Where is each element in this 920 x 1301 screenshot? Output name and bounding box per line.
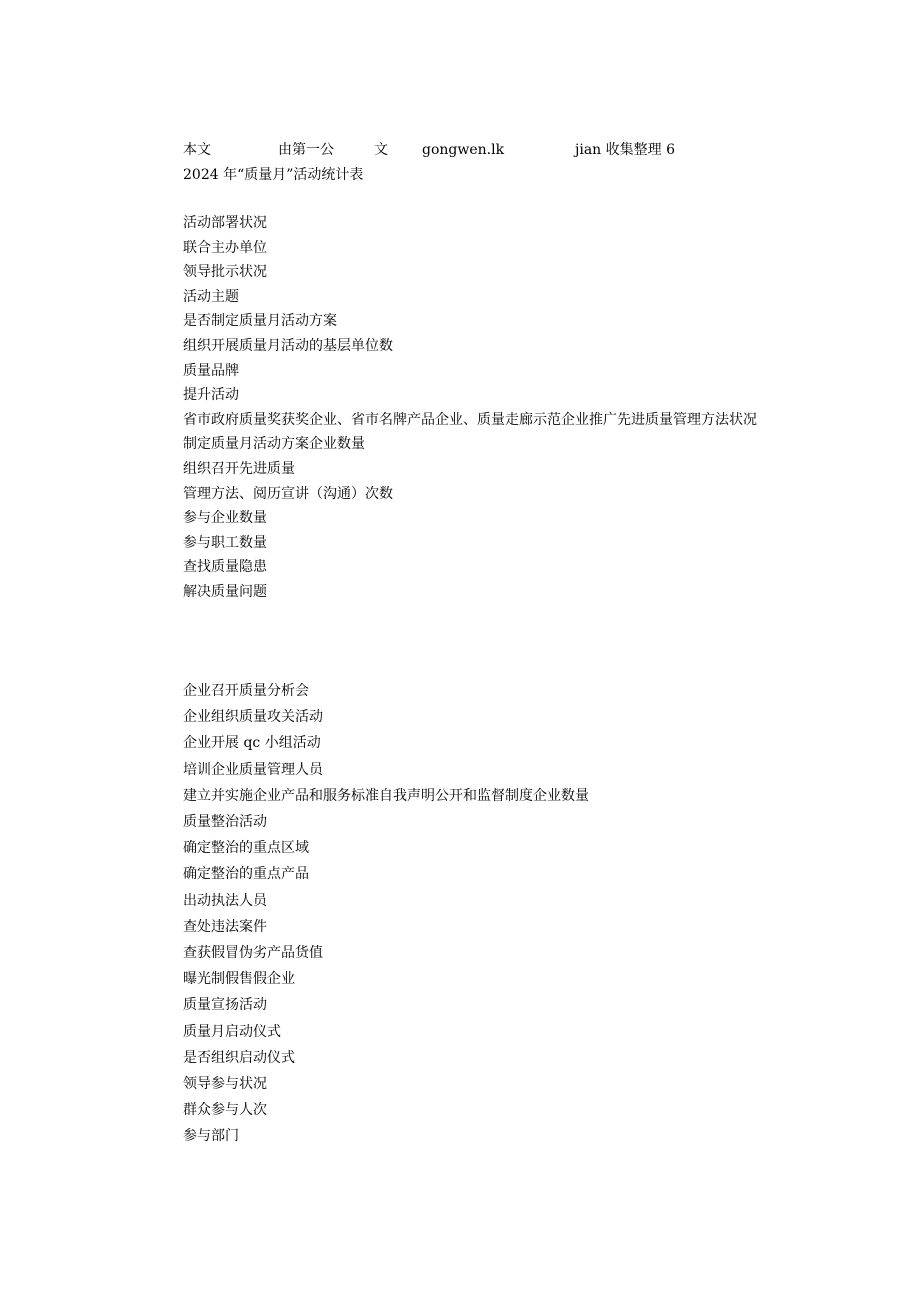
list-item: 查处违法案件 — [183, 918, 267, 935]
list-item: 查获假冒伪劣产品货值 — [183, 945, 323, 962]
list-item: 提升活动 — [183, 387, 239, 404]
list-item: 企业开展 qc 小组活动 — [183, 735, 321, 752]
list-item: 确定整治的重点区域 — [183, 840, 309, 857]
list-item: 活动主题 — [183, 288, 239, 305]
list-item: 群众参与人次 — [183, 1102, 267, 1119]
list-item: 查找质量隐患 — [183, 559, 267, 576]
list-item: 参与企业数量 — [183, 510, 267, 527]
header-segment: jian 收集整理 6 — [575, 142, 675, 158]
list-item: 组织召开先进质量 — [183, 460, 295, 477]
section-enterprise-list — [139, 678, 789, 1150]
list-item: 联合主办单位 — [183, 239, 267, 256]
list-item: 领导参与状况 — [183, 1076, 267, 1093]
list-item: 企业召开质量分析会 — [183, 683, 309, 699]
list-item: 质量月启动仪式 — [183, 1023, 281, 1040]
header-segment: gongwen.lk — [422, 142, 505, 158]
section-activity-list — [139, 211, 789, 605]
list-item: 参与职工数量 — [183, 534, 267, 551]
list-item: 管理方法、阅历宣讲（沟通）次数 — [183, 485, 393, 502]
list-item: 企业组织质量攻关活动 — [183, 709, 323, 726]
list-item: 出动执法人员 — [183, 892, 267, 909]
list-item: 是否制定质量月活动方案 — [183, 313, 337, 330]
list-item: 确定整治的重点产品 — [183, 866, 309, 883]
list-item: 质量整治活动 — [183, 814, 267, 831]
list-item: 参与部门 — [183, 1128, 239, 1145]
list-item: 质量品牌 — [183, 362, 239, 379]
list-item: 曝光制假售假企业 — [183, 971, 295, 988]
header-segment: 由第一公 — [278, 142, 334, 158]
list-item: 领导批示状况 — [183, 264, 267, 281]
list-item: 解决质量问题 — [183, 583, 267, 600]
list-item: 质量宣扬活动 — [183, 997, 267, 1014]
list-item: 活动部署状况 — [183, 215, 267, 231]
header-segment: 本文 — [183, 142, 211, 158]
list-item-wrapped: 省市政府质量奖获奖企业、省市名牌产品企业、质量走廊示范企业推广先进质量管理方法状况 — [183, 411, 757, 428]
source-header — [0, 140, 920, 160]
header-segment: 文 — [374, 142, 388, 158]
list-item: 建立并实施企业产品和服务标准自我声明公开和监督制度企业数量 — [183, 787, 589, 804]
list-item: 培训企业质量管理人员 — [183, 761, 323, 778]
list-item: 组织开展质量月活动的基层单位数 — [183, 337, 393, 354]
document-title: 2024 年“质量月”活动统计表 — [183, 167, 364, 183]
list-item: 是否组织启动仪式 — [183, 1049, 295, 1066]
list-item: 制定质量月活动方案企业数量 — [183, 436, 365, 453]
